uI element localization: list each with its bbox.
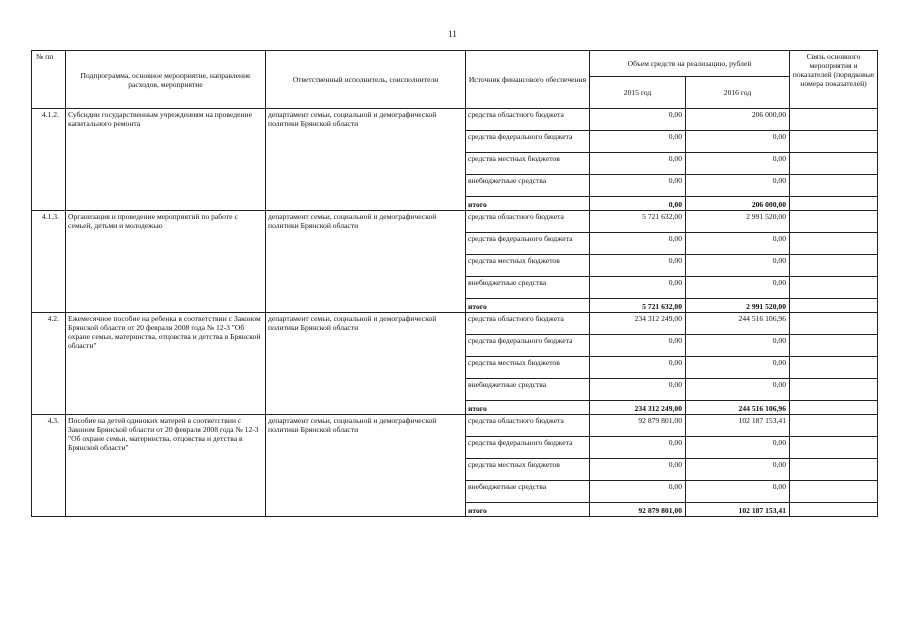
amount-2015: 0,00 [590, 459, 686, 481]
executor-name: департамент семьи, социальной и демографической политики Брянской области [266, 109, 466, 211]
amount-2015: 0,00 [590, 357, 686, 379]
measure-name: Организация и проведение мероприятий по работе с семьей, детьми и молодежью [66, 211, 266, 313]
header-num: № пп [32, 51, 66, 109]
executor-name: департамент семьи, социальной и демографической политики Брянской области [266, 211, 466, 313]
page-number: 11 [448, 29, 457, 39]
amount-2016: 0,00 [686, 459, 790, 481]
indicator-link-cell [790, 197, 878, 211]
indicator-link-cell [790, 153, 878, 175]
table-row [32, 415, 878, 437]
amount-2016: 102 187 153,41 [686, 503, 790, 517]
amount-2015: 0,00 [590, 437, 686, 459]
amount-2015: 0,00 [590, 481, 686, 503]
indicator-link-cell [790, 233, 878, 255]
header-year-2016: 2016 год [686, 77, 790, 109]
amount-2015: 234 312 249,00 [590, 313, 686, 335]
amount-2015: 0,00 [590, 335, 686, 357]
funding-source: итого [466, 197, 590, 211]
executor-name: департамент семьи, социальной и демографической политики Брянской области [266, 415, 466, 517]
amount-2016: 0,00 [686, 357, 790, 379]
amount-2016: 206 000,00 [686, 109, 790, 131]
executor-name: департамент семьи, социальной и демографической политики Брянской области [266, 313, 466, 415]
funding-source: средства областного бюджета [466, 109, 590, 131]
budget-table [31, 50, 878, 517]
amount-2016: 0,00 [686, 131, 790, 153]
funding-source: средства местных бюджетов [466, 459, 590, 481]
amount-2016: 0,00 [686, 379, 790, 401]
amount-2016: 2 991 520,00 [686, 299, 790, 313]
amount-2015: 0,00 [590, 153, 686, 175]
funding-source: итого [466, 299, 590, 313]
amount-2016: 0,00 [686, 481, 790, 503]
indicator-link-cell [790, 335, 878, 357]
header-link: Связь основного мероприятия и показателей (порядковые номера показателей) [790, 51, 878, 109]
amount-2015: 0,00 [590, 197, 686, 211]
funding-source: итого [466, 401, 590, 415]
funding-source: итого [466, 503, 590, 517]
funding-source: внебюджетные средства [466, 277, 590, 299]
indicator-link-cell [790, 459, 878, 481]
amount-2016: 0,00 [686, 437, 790, 459]
indicator-link-cell [790, 277, 878, 299]
funding-source: средства федерального бюджета [466, 131, 590, 153]
indicator-link-cell [790, 357, 878, 379]
table-row [32, 211, 878, 233]
measure-name: Пособие на детей одиноких матерей в соответствии с Законом Брянской области от 20 февраля 2008 года № 12-3 "Об охране семьи, материнства, отцовства и детства в Брянской области" [66, 415, 266, 517]
amount-2015: 0,00 [590, 255, 686, 277]
indicator-link-cell [790, 503, 878, 517]
indicator-link-cell [790, 175, 878, 197]
amount-2015: 0,00 [590, 233, 686, 255]
table-body [32, 109, 878, 517]
header-source: Источник финансового обеспечения [466, 51, 590, 109]
indicator-link-cell [790, 131, 878, 153]
funding-source: средства местных бюджетов [466, 153, 590, 175]
amount-2015: 0,00 [590, 175, 686, 197]
amount-2015: 92 879 801,00 [590, 503, 686, 517]
table-row [32, 109, 878, 131]
measure-name: Субсидии государственным учреждениям на проведение капитального ремонта [66, 109, 266, 211]
amount-2016: 206 000,00 [686, 197, 790, 211]
amount-2015: 0,00 [590, 131, 686, 153]
indicator-link-cell [790, 437, 878, 459]
funding-source: внебюджетные средства [466, 481, 590, 503]
header-volume: Объем средств на реализацию, рублей [590, 51, 790, 77]
amount-2016: 102 187 153,41 [686, 415, 790, 437]
indicator-link-cell [790, 313, 878, 335]
row-number: 4.1.3. [32, 211, 66, 313]
amount-2015: 5 721 632,00 [590, 299, 686, 313]
funding-source: средства местных бюджетов [466, 357, 590, 379]
indicator-link-cell [790, 211, 878, 233]
header-year-2015: 2015 год [590, 77, 686, 109]
amount-2015: 0,00 [590, 109, 686, 131]
amount-2016: 2 991 520,00 [686, 211, 790, 233]
amount-2016: 244 516 106,96 [686, 313, 790, 335]
row-number: 4.3. [32, 415, 66, 517]
funding-source: средства областного бюджета [466, 415, 590, 437]
amount-2016: 0,00 [686, 277, 790, 299]
funding-source: средства федерального бюджета [466, 437, 590, 459]
indicator-link-cell [790, 481, 878, 503]
amount-2015: 0,00 [590, 379, 686, 401]
indicator-link-cell [790, 401, 878, 415]
amount-2015: 5 721 632,00 [590, 211, 686, 233]
funding-source: средства федерального бюджета [466, 335, 590, 357]
indicator-link-cell [790, 415, 878, 437]
amount-2016: 0,00 [686, 175, 790, 197]
amount-2016: 0,00 [686, 335, 790, 357]
table-row [32, 313, 878, 335]
amount-2015: 0,00 [590, 277, 686, 299]
funding-source: средства областного бюджета [466, 313, 590, 335]
header-subprogram: Подпрограмма, основное мероприятие, направление расходов, мероприятие [66, 51, 266, 109]
indicator-link-cell [790, 109, 878, 131]
amount-2016: 244 516 106,96 [686, 401, 790, 415]
header-executor: Ответственный исполнитель, соисполнители [266, 51, 466, 109]
indicator-link-cell [790, 255, 878, 277]
measure-name: Ежемесячное пособие на ребенка в соответствии с Законом Брянской области от 20 февраля 2008 года № 12-3 "Об охране семьи, материнства, отцовства и детства в Брянской области" [66, 313, 266, 415]
amount-2015: 92 879 801,00 [590, 415, 686, 437]
funding-source: средства местных бюджетов [466, 255, 590, 277]
funding-source: средства областного бюджета [466, 211, 590, 233]
funding-source: средства федерального бюджета [466, 233, 590, 255]
amount-2015: 234 312 249,00 [590, 401, 686, 415]
row-number: 4.1.2. [32, 109, 66, 211]
amount-2016: 0,00 [686, 255, 790, 277]
funding-source: внебюджетные средства [466, 379, 590, 401]
amount-2016: 0,00 [686, 153, 790, 175]
amount-2016: 0,00 [686, 233, 790, 255]
indicator-link-cell [790, 299, 878, 313]
indicator-link-cell [790, 379, 878, 401]
row-number: 4.2. [32, 313, 66, 415]
funding-source: внебюджетные средства [466, 175, 590, 197]
